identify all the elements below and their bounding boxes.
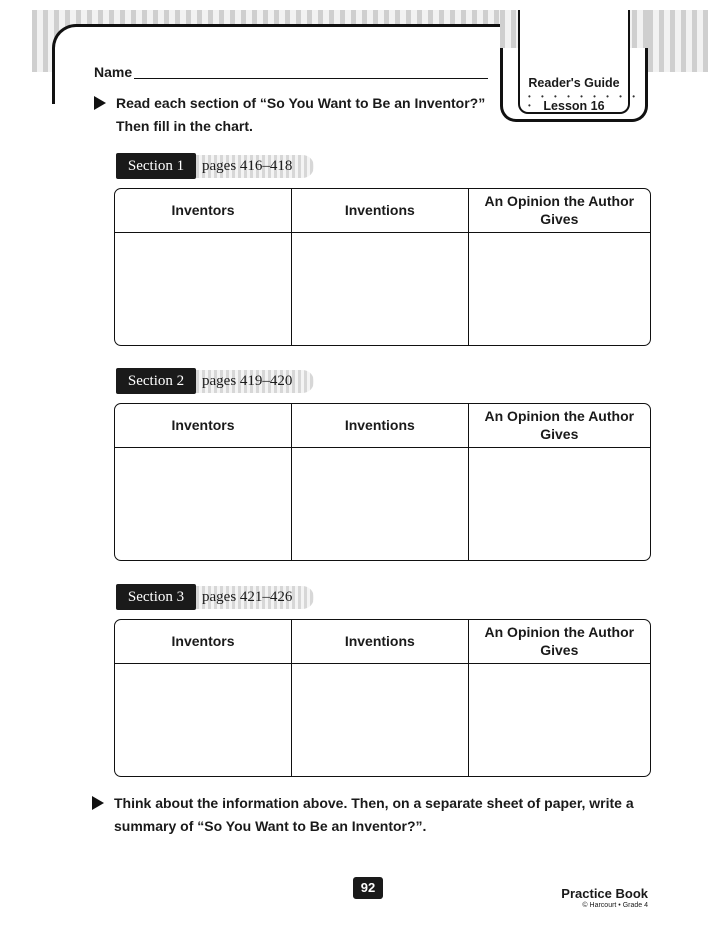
section-1-chart [114,188,651,346]
name-label: Name [94,64,133,80]
instruction-line-2: Then fill in the chart. [116,118,253,134]
inventions-answer-cell[interactable] [292,663,469,776]
column-header-inventions: Inventions [292,620,469,663]
inventions-answer-cell[interactable] [292,232,469,345]
lesson-label: Lesson 16 [543,99,605,113]
section-3-chart [114,619,651,777]
dots-divider: • • • • • • • • • • [528,92,639,110]
column-header-inventors: Inventors [115,620,292,663]
inventors-answer-cell[interactable] [115,447,292,560]
column-header-inventions: Inventions [292,404,469,447]
inventions-answer-cell[interactable] [292,447,469,560]
section-pages: pages 419–420 [196,370,314,393]
column-header-opinion: An Opinion the Author Gives [468,404,650,447]
column-header-inventions: Inventions [292,189,469,232]
arrow-bullet-icon [94,96,106,110]
column-header-opinion: An Opinion the Author Gives [468,189,650,232]
arrow-bullet-icon [92,796,104,810]
section-2-chart [114,403,651,561]
section-pages: pages 416–418 [196,155,314,178]
practice-book-label: Practice Book [561,886,648,901]
inventors-answer-cell[interactable] [115,663,292,776]
column-header-inventors: Inventors [115,189,292,232]
page-number: 92 [353,877,383,899]
summary-instruction-line-1: Think about the information above. Then, on a separate sheet of paper, write a [114,795,634,811]
opinion-answer-cell[interactable] [468,663,650,776]
section-badge: Section 2 [116,368,196,394]
publisher-credit: © Harcourt • Grade 4 [582,902,648,909]
readers-guide-title: Reader's Guide [528,76,620,90]
section-pages: pages 421–426 [196,586,314,609]
section-badge: Section 1 [116,153,196,179]
summary-instruction-line-2: summary of “So You Want to Be an Inventor?”. [114,818,427,834]
opinion-answer-cell[interactable] [468,447,650,560]
opinion-answer-cell[interactable] [468,232,650,345]
inventors-answer-cell[interactable] [115,232,292,345]
name-field-line[interactable] [134,78,488,79]
column-header-opinion: An Opinion the Author Gives [468,620,650,663]
instruction-line-1: Read each section of “So You Want to Be an Inventor?” [116,95,486,111]
column-header-inventors: Inventors [115,404,292,447]
section-badge: Section 3 [116,584,196,610]
